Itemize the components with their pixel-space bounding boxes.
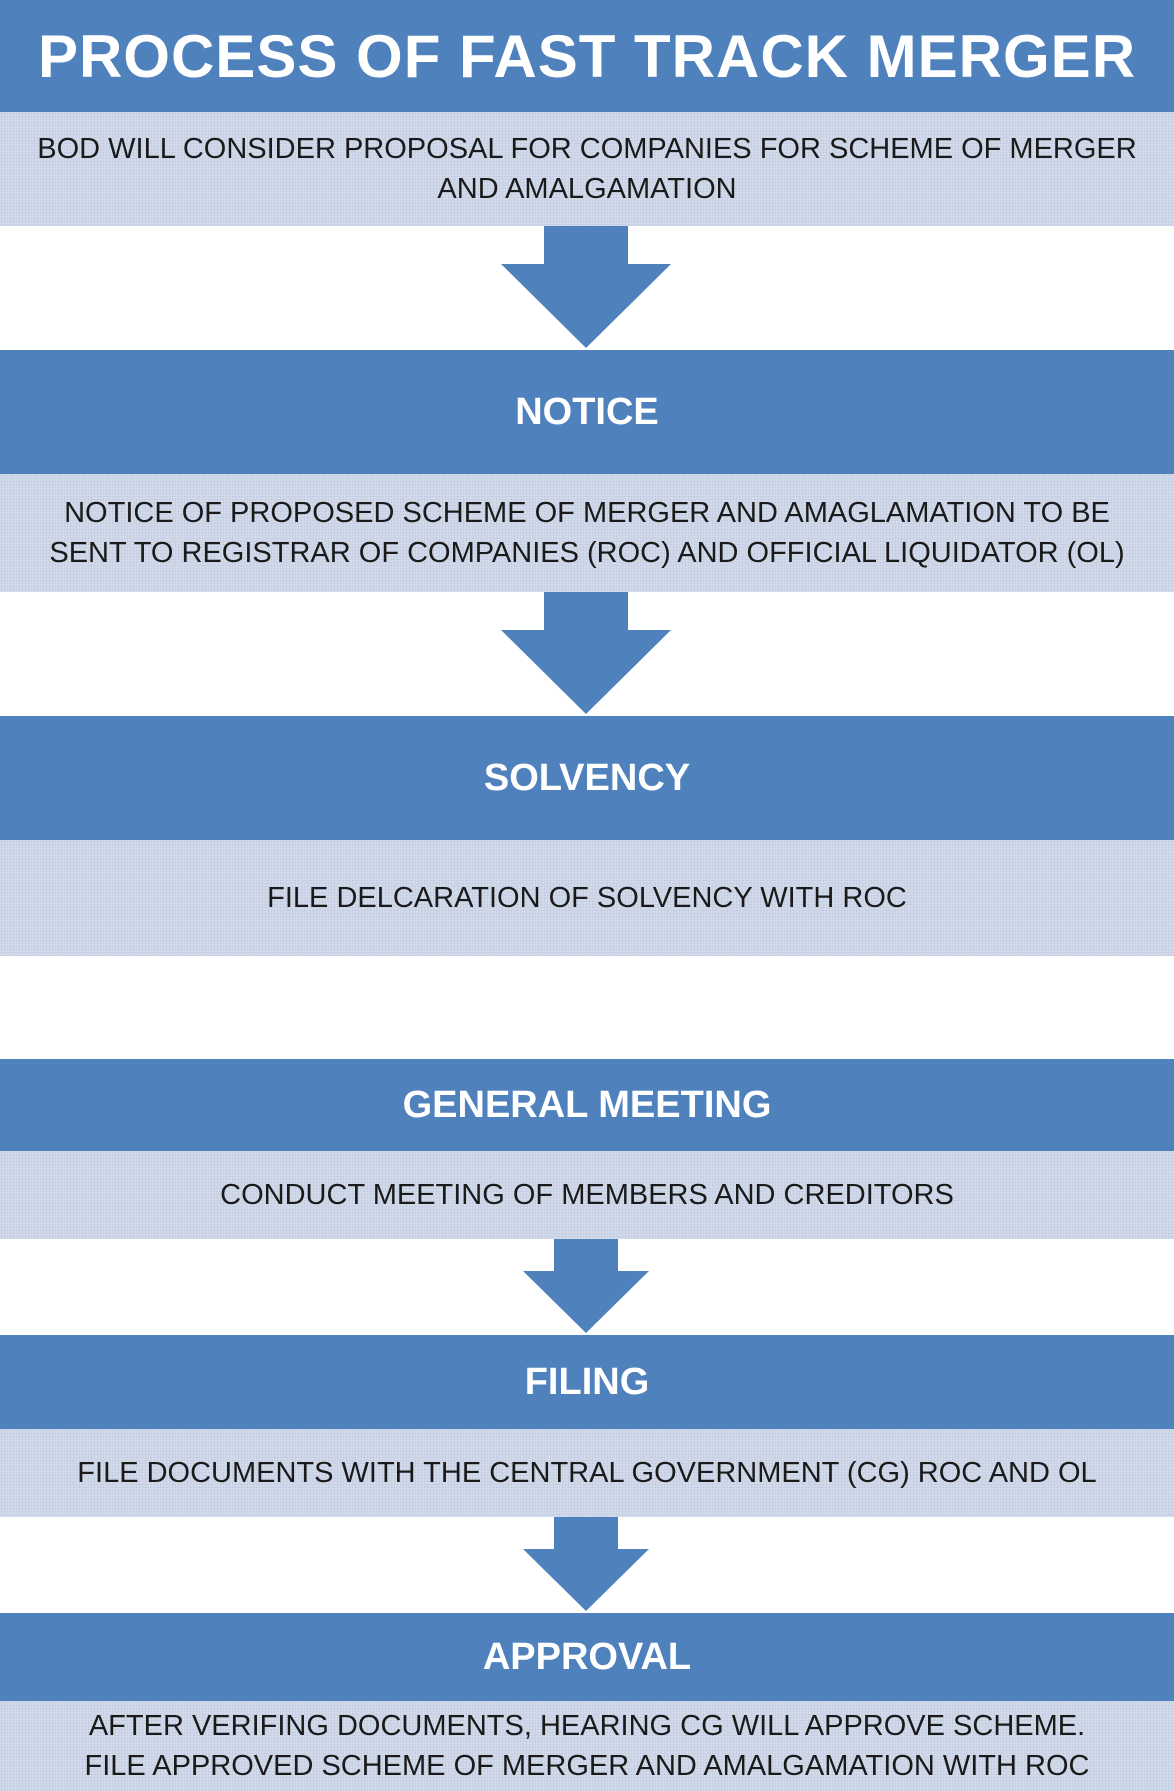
description-line: NOTICE OF PROPOSED SCHEME OF MERGER AND AMAGLAMATION TO BE — [64, 497, 1110, 529]
down-arrow-icon — [523, 1239, 649, 1333]
description-line: CONDUCT MEETING OF MEMBERS AND CREDITORS — [220, 1179, 954, 1211]
step-filing-heading: FILING — [0, 1335, 1174, 1429]
step-notice-description — [0, 474, 1174, 592]
step-notice-heading: NOTICE — [0, 350, 1174, 474]
description-line: FILE APPROVED SCHEME OF MERGER AND AMALGAMATION WITH ROC — [84, 1750, 1090, 1782]
description-line: SENT TO REGISTRAR OF COMPANIES (ROC) AND OFFICIAL LIQUIDATOR (OL) — [49, 537, 1125, 569]
step-general-meeting-description — [0, 1151, 1174, 1239]
step-solvency-description — [0, 840, 1174, 956]
step-approval-description — [0, 1701, 1174, 1791]
description-line: AFTER VERIFING DOCUMENTS, HEARING CG WILL APPROVE SCHEME. — [88, 1710, 1086, 1742]
description-line: AND AMALGAMATION — [437, 173, 737, 205]
step-filing-description — [0, 1429, 1174, 1517]
step-bod-description — [0, 112, 1174, 226]
step-approval-heading: APPROVAL — [0, 1613, 1174, 1701]
description-line: BOD WILL CONSIDER PROPOSAL FOR COMPANIES FOR SCHEME OF MERGER — [37, 133, 1137, 165]
description-line: FILE DOCUMENTS WITH THE CENTRAL GOVERNMENT (CG) ROC AND OL — [77, 1457, 1097, 1489]
down-arrow-icon — [501, 592, 671, 714]
step-general-meeting-heading: GENERAL MEETING — [0, 1059, 1174, 1151]
description-line: FILE DELCARATION OF SOLVENCY WITH ROC — [267, 882, 907, 914]
page-title: PROCESS OF FAST TRACK MERGER — [0, 0, 1174, 112]
down-arrow-icon — [501, 226, 671, 348]
down-arrow-icon — [523, 1517, 649, 1611]
step-solvency-heading: SOLVENCY — [0, 716, 1174, 840]
